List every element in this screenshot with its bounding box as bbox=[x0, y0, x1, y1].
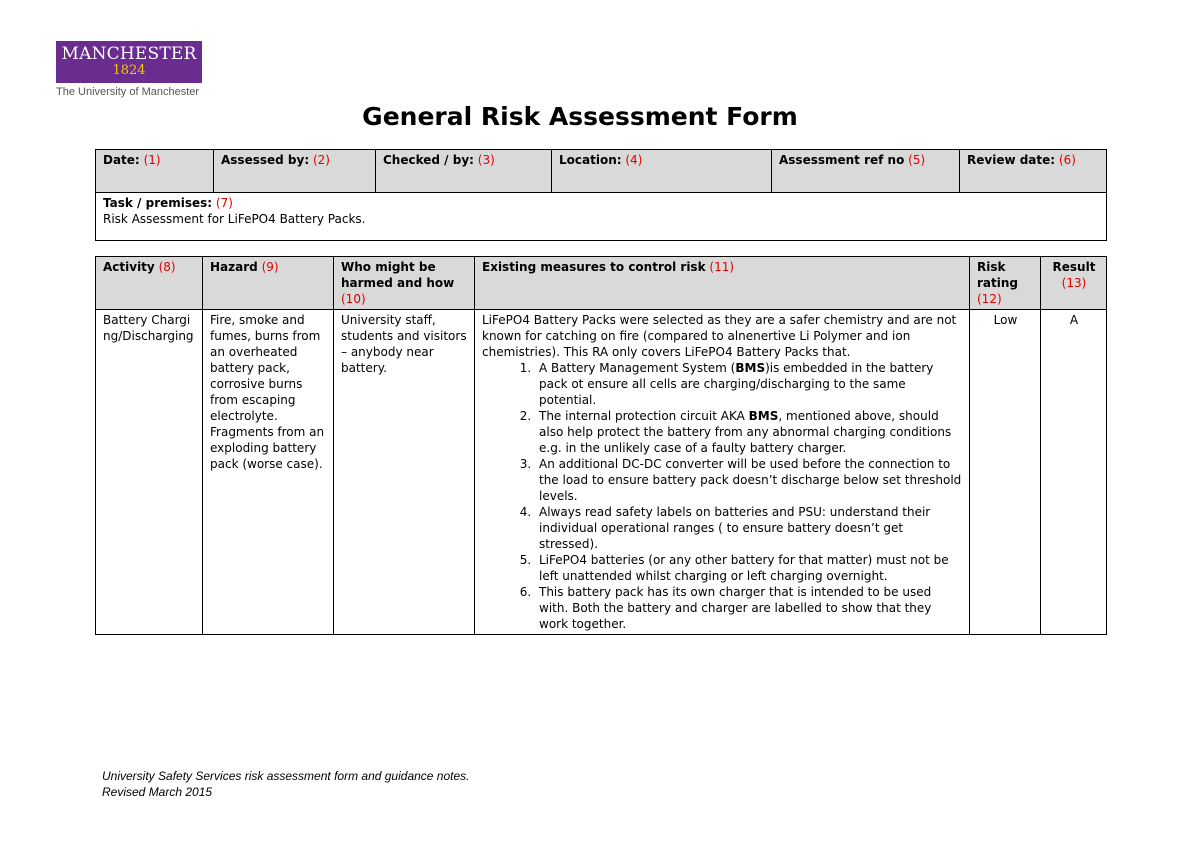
list-item: 5. LiFePO4 batteries (or any other battery for that matter) must not be left unattended whilst charging or left charging overnight. bbox=[535, 552, 963, 584]
logo-name: MANCHESTER bbox=[61, 44, 197, 64]
activity-cell[interactable]: Battery Charging/Discharging bbox=[96, 310, 203, 635]
col-who: Who might be harmed and how (10) bbox=[334, 257, 475, 310]
footer-line-1: University Safety Services risk assessment form and guidance notes. bbox=[102, 769, 470, 783]
logo-year: 1824 bbox=[112, 63, 146, 78]
col-activity: Activity (8) bbox=[96, 257, 203, 310]
list-item: 4. Always read safety labels on batteries and PSU: understand their individual operational ranges ( to ensure battery doesn’t get stressed). bbox=[535, 504, 963, 552]
col-hazard: Hazard (9) bbox=[203, 257, 334, 310]
col-risk-rating: Risk rating (12) bbox=[970, 257, 1041, 310]
checked-by-field[interactable]: Checked / by: (3) bbox=[376, 150, 552, 193]
task-value: Risk Assessment for LiFePO4 Battery Packs. bbox=[103, 212, 366, 226]
logo-subtitle: The University of Manchester bbox=[56, 86, 200, 98]
measures-list bbox=[482, 360, 963, 632]
list-item: 1. A Battery Management System (BMS)is embedded in the battery pack ot ensure all cells are charging/discharging to the same potential. bbox=[535, 360, 963, 408]
footer bbox=[102, 768, 470, 800]
col-result: Result (13) bbox=[1041, 257, 1107, 310]
list-item: 3. An additional DC-DC converter will be used before the connection to the load to ensure battery pack doesn’t discharge below set threshold levels. bbox=[535, 456, 963, 504]
assessed-by-field[interactable]: Assessed by: (2) bbox=[214, 150, 376, 193]
location-field[interactable]: Location: (4) bbox=[552, 150, 772, 193]
date-field[interactable]: Date: (1) bbox=[96, 150, 214, 193]
assessment-ref-field[interactable]: Assessment ref no (5) bbox=[772, 150, 960, 193]
hazard-cell[interactable]: Fire, smoke and fumes, burns from an overheated battery pack, corrosive burns from escaping electrolyte. Fragments from an exploding battery pack (worse case). bbox=[203, 310, 334, 635]
measures-cell[interactable] bbox=[475, 310, 970, 635]
review-date-field[interactable]: Review date: (6) bbox=[960, 150, 1107, 193]
university-logo bbox=[56, 41, 202, 83]
risk-table-header bbox=[96, 257, 1107, 310]
list-item: 6. This battery pack has its own charger that is intended to be used with. Both the battery and charger are labelled to show that they work together. bbox=[535, 584, 963, 632]
risk-table bbox=[95, 256, 1107, 635]
col-measures: Existing measures to control risk (11) bbox=[475, 257, 970, 310]
page-title: General Risk Assessment Form bbox=[362, 102, 798, 131]
risk-rating-cell[interactable]: Low bbox=[970, 310, 1041, 635]
table-row bbox=[96, 310, 1107, 635]
who-cell[interactable]: University staff, students and visitors – anybody near battery. bbox=[334, 310, 475, 635]
footer-line-2: Revised March 2015 bbox=[102, 785, 213, 799]
header-table bbox=[95, 149, 1107, 241]
task-premises-field[interactable]: Task / premises: (7) Risk Assessment for LiFePO4 Battery Packs. bbox=[96, 193, 1107, 241]
result-cell[interactable]: A bbox=[1041, 310, 1107, 635]
measures-intro: LiFePO4 Battery Packs were selected as they are a safer chemistry and are not known for catching on fire (compared to alnenertive Li Polymer and ion chemistries). This RA only covers LiFePO4 Battery Packs that. bbox=[482, 313, 957, 359]
list-item: 2. The internal protection circuit AKA BMS, mentioned above, should also help protect the battery from any abnormal charging conditions e.g. in the unlikely case of a faulty battery charger. bbox=[535, 408, 963, 456]
